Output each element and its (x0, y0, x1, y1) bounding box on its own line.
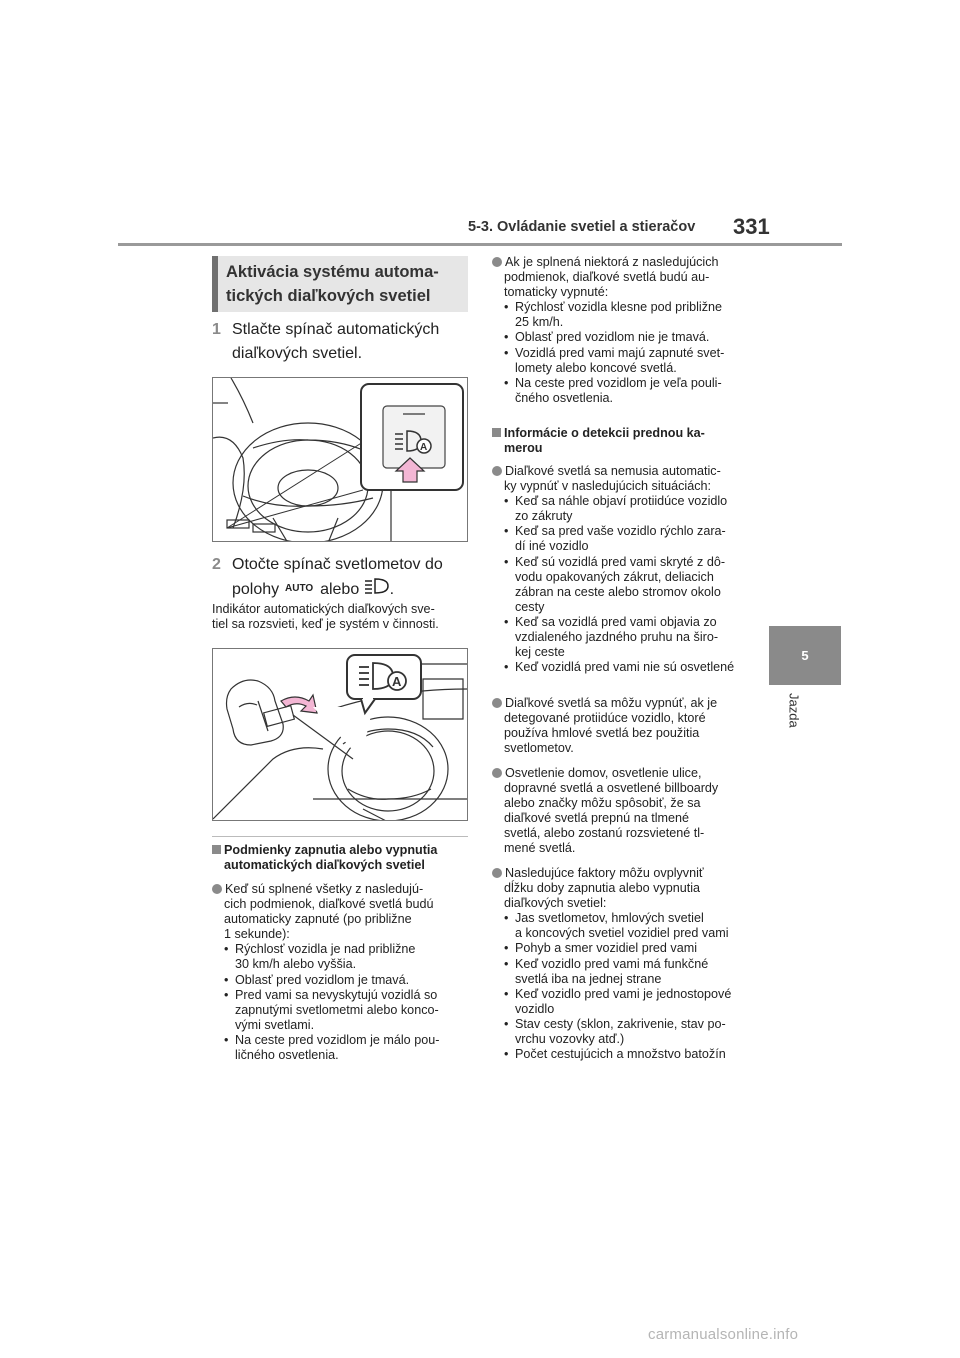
list-item: • Keď vozidlá pred vami nie sú osvetlené (504, 660, 762, 675)
figure-headlight-switch (212, 648, 468, 821)
circle-bullet-icon (212, 884, 222, 894)
step-text-line2: polohy AUTO alebo . (212, 577, 443, 603)
figure-auto-high-beam-switch (212, 377, 468, 542)
indicator-note: Indikátor automatických diaľkových sve- tiel sa rozsvieti, keď je systém v činnosti. (212, 602, 439, 631)
badge-letter: A (392, 674, 402, 689)
auto-text: AUTO (284, 583, 313, 594)
switch-illustration (213, 649, 468, 821)
step-text: Otočte spínač svetlometov do (232, 556, 443, 573)
list-item: • Keď sú vozidlá pred vami skryté z dô- (504, 555, 762, 570)
fog-lights-bullet: Diaľkové svetlá sa môžu vypnúť, ak je detegované protiidúce vozidlo, ktoré používa hmlové svetlá bez použitia svetlometov. (492, 696, 762, 756)
step-number: 2 (212, 556, 221, 573)
street-lights-bullet: Osvetlenie domov, osvetlenie ulice, dopravné svetlá a osvetlené billboardy alebo značky môžu spôsobiť, že sa diaľkové svetlá prepnú na tlmené svetlá, alebo zostanú rozsvietené tl- mené svetlá. (492, 766, 762, 857)
list-item: • Na ceste pred vozidlom je veľa pouli- (504, 376, 762, 391)
list-item: • Keď sa náhle objaví protiidúce vozidlo (504, 494, 762, 509)
square-bullet-icon (212, 845, 221, 854)
separator (212, 836, 468, 837)
sub-list: • Rýchlosť vozidla klesne pod približne 25 km/h. • Oblasť pred vozidlom nie je tmavá. • Vozidlá pred vami majú zapnuté svet- lomety alebo koncové svetlá. • Na ceste pred vozidlom je veľa pouli- čného osvetlenia. (492, 300, 762, 406)
list-item: • Na ceste pred vozidlom je málo pou- (224, 1033, 474, 1048)
conditions-off-bullet: Ak je splnená niektorá z nasledujúcich podmienok, diaľkové svetlá budú au- tomaticky vypnuté: • Rýchlosť vozidla klesne pod približne 25 km/h. • Oblasť pred vozidlom nie je tmavá. • Vozidlá pred vami majú zapnuté svet- lomety alebo koncové svetlá. • Na ceste pred vozidlom je veľa pouli- čného osvetlenia. (492, 255, 762, 406)
section-title-line2: tických diaľkových svetiel (226, 287, 431, 305)
list-item: • Oblasť pred vozidlom je tmavá. (224, 973, 474, 988)
not-off-situations-bullet: Diaľkové svetlá sa nemusia automatic- ky vypnúť v nasledujúcich situáciách: • Keď sa náhle objaví protiidúce vozidlo zo zákruty • Keď sa pred vaše vozidlo rýchlo zara- dí iné vozidlo • Keď sú vozidlá pred vami skryté z dô- vodu opakovaných zákrut, deliacich zábran na ceste alebo stromov okolo cesty • Keď sa vozidlá pred vami objavia zo vzdialeného jazdného pruhu na širo- kej ceste • Keď vozidlá pred vami nie sú osvetlené (492, 464, 762, 675)
list-item: • Pred vami sa nevyskytujú vozidlá so (224, 988, 474, 1003)
auto-position-icon (284, 578, 316, 602)
rotate-arrow-icon (281, 695, 317, 713)
sub-list: • Keď sa náhle objaví protiidúce vozidlo zo zákruty • Keď sa pred vaše vozidlo rýchlo zara- dí iné vozidlo • Keď sú vozidlá pred vami skryté z dô- vodu opakovaných zákrut, deliacich zábran na ceste alebo stromov okolo cesty • Keď sa vozidlá pred vami objavia zo vzdialeného jazdného pruhu na širo- kej ceste • Keď vozidlá pred vami nie sú osvetlené (492, 494, 762, 675)
camera-heading: Informácie o detekcii prednou ka- merou (492, 426, 762, 456)
step-text: Stlačte spínač automatických (232, 321, 440, 338)
list-item: • Oblasť pred vozidlom nie je tmavá. (504, 330, 762, 345)
header-section-title: 5-3. Ovládanie svetiel a stieračov (468, 219, 696, 235)
step-2 (212, 553, 443, 603)
circle-bullet-icon (492, 698, 502, 708)
list-item: • Keď sa pred vaše vozidlo rýchlo zara- (504, 524, 762, 539)
step-number: 1 (212, 321, 221, 338)
section-title-box (212, 256, 468, 312)
chapter-tab[interactable] (769, 626, 841, 685)
circle-bullet-icon (492, 768, 502, 778)
list-item: • Keď vozidlo pred vami je jednostopové (504, 987, 762, 1002)
badge-letter: A (420, 442, 428, 453)
list-item: • Rýchlosť vozidla klesne pod približne (504, 300, 762, 315)
section-title-line1: Aktivácia systému automa- (226, 263, 439, 281)
list-item: • Počet cestujúcich a množstvo batožín (504, 1047, 762, 1062)
chapter-number: 5 (801, 648, 809, 663)
header-divider (118, 243, 842, 246)
square-bullet-icon (492, 428, 501, 437)
list-item: • Rýchlosť vozidla je nad približne (224, 942, 474, 957)
sub-list: • Jas svetlometov, hmlových svetiel a koncových svetiel vozidiel pred vami • Pohyb a smer vozidiel pred vami • Keď vozidlo pred vami má funkčné svetlá iba na jednej strane • Keď vozidlo pred vami je jednostopové vozidlo • Stav cesty (sklon, zakrivenie, stav po- vrchu vozovky atď.) • Počet cestujúcich a množstvo batožín (492, 911, 762, 1062)
list-item: • Keď vozidlo pred vami má funkčné (504, 957, 762, 972)
list-item: • Keď sa vozidlá pred vami objavia zo (504, 615, 762, 630)
watermark: carmanualsonline.info (648, 1326, 799, 1343)
factors-bullet: Nasledujúce faktory môžu ovplyvniť dĺžku doby zapnutia alebo vypnutia diaľkových svetiel: • Jas svetlometov, hmlových svetiel a koncových svetiel vozidiel pred vami • Pohyb a smer vozidiel pred vami • Keď vozidlo pred vami má funkčné svetlá iba na jednej strane • Keď vozidlo pred vami je jednostopové vozidlo • Stav cesty (sklon, zakrivenie, stav po- vrchu vozovky atď.) • Počet cestujúcich a množstvo batožín (492, 866, 762, 1062)
chapter-label: Jazda (786, 693, 802, 728)
page-number: 331 (733, 214, 770, 239)
step-text-line2: diaľkových svetiel. (232, 345, 363, 362)
circle-bullet-icon (492, 257, 502, 267)
conditions-on-bullet: Keď sú splnené všetky z nasledujú- cich podmienok, diaľkové svetlá budú automaticky zapnuté (po približne 1 sekunde): • Rýchlosť vozidla je nad približne 30 km/h alebo vyššia. • Oblasť pred vozidlom je tmavá. • Pred vami sa nevyskytujú vozidlá so zapnutými svetlometmi alebo konco- vými svetlami. • Na ceste pred vozidlom je málo pou- ličného osvetlenia. (212, 882, 474, 1063)
list-item: • Pohyb a smer vozidiel pred vami (504, 941, 762, 956)
conditions-heading: Podmienky zapnutia alebo vypnutia automatických diaľkových svetiel (212, 843, 474, 873)
headlight-icon (364, 577, 390, 603)
list-item: • Jas svetlometov, hmlových svetiel (504, 911, 762, 926)
circle-bullet-icon (492, 868, 502, 878)
step-1 (212, 318, 439, 366)
sub-list: • Rýchlosť vozidla je nad približne 30 km/h alebo vyššia. • Oblasť pred vozidlom je tmavá. • Pred vami sa nevyskytujú vozidlá so zapnutými svetlometmi alebo konco- vými svetlami. • Na ceste pred vozidlom je málo pou- ličného osvetlenia. (212, 942, 474, 1063)
dashboard-illustration (213, 378, 468, 542)
circle-bullet-icon (492, 466, 502, 476)
list-item: • Stav cesty (sklon, zakrivenie, stav po- (504, 1017, 762, 1032)
list-item: • Vozidlá pred vami majú zapnuté svet- (504, 346, 762, 361)
